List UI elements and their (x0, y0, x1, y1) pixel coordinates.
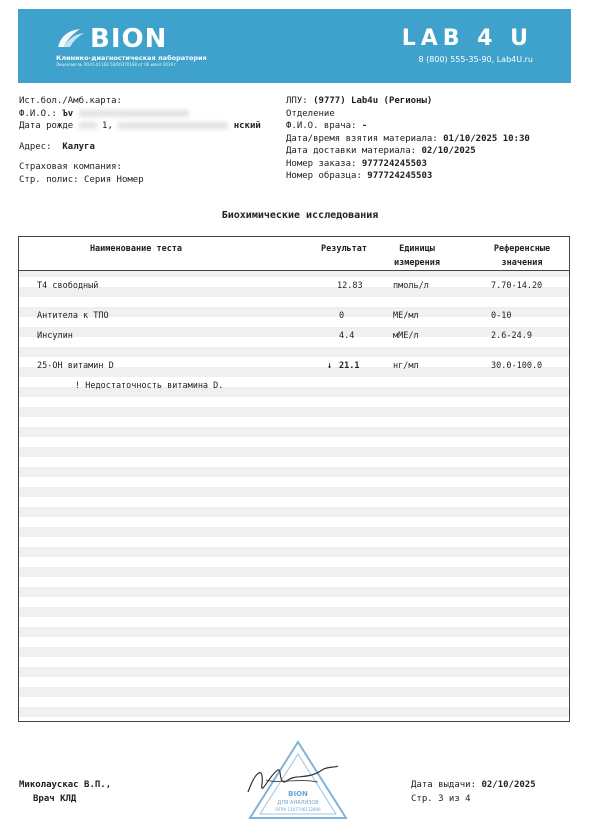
address-row (19, 141, 261, 154)
test-name: 25-OH витамин D (37, 361, 114, 371)
test-units: мМЕ/л (393, 331, 419, 341)
address-value: Калуга (62, 141, 95, 152)
test-name: Т4 свободный (37, 281, 99, 291)
column-header-units-line2: измерения (393, 258, 441, 268)
test-name: Инсулин (37, 331, 73, 341)
sample-number-value: 977724245503 (367, 171, 433, 181)
fio-row (19, 108, 261, 121)
vitamin-d-note: ! Недостаточность витамина D. (75, 381, 224, 391)
order-info (286, 95, 530, 183)
dob-suffix: нский (233, 121, 261, 131)
header-banner (18, 9, 571, 83)
column-header-units-line1: Единицы (399, 244, 435, 254)
brand-subtitle: Клинико-диагностическая лаборатория (56, 54, 207, 62)
signer (19, 778, 111, 806)
card-label: Ист.бол./Амб.карта: (19, 96, 122, 106)
test-reference: 0-10 (491, 311, 512, 321)
sampling-value: 01/10/2025 10:30 (443, 133, 530, 144)
policy-label: Стр. полис: Серия Номер (19, 174, 144, 185)
test-reference: 30.0-100.0 (491, 361, 543, 371)
low-flag-arrow-icon: ↓ (327, 361, 333, 371)
fio-value: Ъv (62, 108, 74, 119)
column-header-name: Наименование теста (89, 244, 183, 254)
test-units: пмоль/л (393, 281, 429, 291)
license-text: Лицензия № ЛО41-01162-50/00370168 от 06 июня 2019 г. (56, 62, 178, 67)
sample-number-label: Номер образца: (286, 171, 362, 181)
stamp-ogrn: ОГРН 1107746112866 (275, 807, 321, 812)
signer-name: Миколаускас В.П., (19, 780, 112, 790)
lab-name: LAB 4 U (401, 26, 533, 51)
sampling-row (286, 133, 530, 146)
delivery-label: Дата доставки материала: (286, 146, 417, 156)
test-result: 21.1 (339, 361, 360, 371)
section-title: Биохимические исследования (221, 210, 379, 221)
test-result: 0 (339, 311, 345, 321)
redaction (79, 110, 189, 117)
issue-date-row (411, 778, 536, 792)
sampling-label: Дата/время взятия материала: (286, 133, 438, 144)
delivery-row (286, 145, 530, 158)
table-row (19, 330, 569, 342)
address-label: Адрес: (19, 141, 52, 152)
insurance-label: Страховая компания: (19, 162, 122, 172)
column-header-result: Результат (320, 244, 368, 254)
bion-logo-icon (56, 27, 86, 49)
table-row (19, 280, 569, 292)
doctor-value: - (361, 121, 368, 131)
doctor-label: Ф.И.О. врача: (286, 121, 357, 131)
results-table (18, 236, 570, 722)
table-row (19, 360, 569, 372)
issue-date-value: 02/10/2025 (481, 780, 536, 790)
page-number: Стр. 3 из 4 (411, 794, 471, 804)
department-label: Отделение (286, 108, 335, 119)
test-result-cell (327, 360, 360, 372)
order-number-label: Номер заказа: (286, 158, 357, 169)
test-result: 12.83 (337, 281, 363, 291)
column-header-reference-line2: значения (501, 258, 543, 268)
test-reference: 7.70-14.20 (491, 281, 543, 291)
dob-label: Дата рожде (19, 121, 74, 131)
column-header-units (381, 242, 453, 270)
order-number-row (286, 158, 530, 171)
test-reference: 2.6-24.9 (491, 331, 532, 341)
delivery-value: 02/10/2025 (421, 146, 476, 156)
stamp-brand: BION (288, 790, 308, 798)
order-number-value: 977724245503 (361, 158, 427, 169)
stamp-text: ДЛЯ АНАЛИЗОВ (277, 800, 319, 806)
column-header-reference (481, 242, 563, 270)
test-units: нг/мл (393, 361, 419, 371)
lpu-row (286, 95, 530, 108)
signature-scribble (248, 766, 338, 792)
table-row (19, 310, 569, 322)
table-header (19, 237, 569, 271)
dob-partial: 1, (102, 121, 113, 131)
test-result: 4.4 (339, 331, 355, 341)
issue-info (411, 778, 536, 806)
test-units: МЕ/мл (393, 311, 419, 321)
sample-number-row (286, 170, 530, 183)
brand-name: BION (90, 24, 168, 54)
column-header-reference-line1: Референсные (493, 244, 551, 254)
lab-contacts: 8 (800) 555-35-90, Lab4U.ru (418, 55, 533, 64)
lpu-value: (9777) Lab4u (Регионы) (313, 96, 433, 106)
patient-info (19, 95, 261, 186)
test-name: Антитела к ТПО (37, 311, 109, 321)
lpu-label: ЛПУ: (286, 96, 308, 106)
fio-label: Ф.И.О.: (19, 108, 57, 119)
issue-date-label: Дата выдачи: (411, 780, 477, 790)
redaction (79, 122, 97, 129)
table-note-row (19, 380, 569, 392)
dob-row (19, 120, 261, 133)
doctor-row (286, 120, 530, 133)
signer-role: Врач КЛД (33, 794, 77, 804)
redaction (118, 122, 228, 129)
lab-stamp (238, 740, 358, 820)
